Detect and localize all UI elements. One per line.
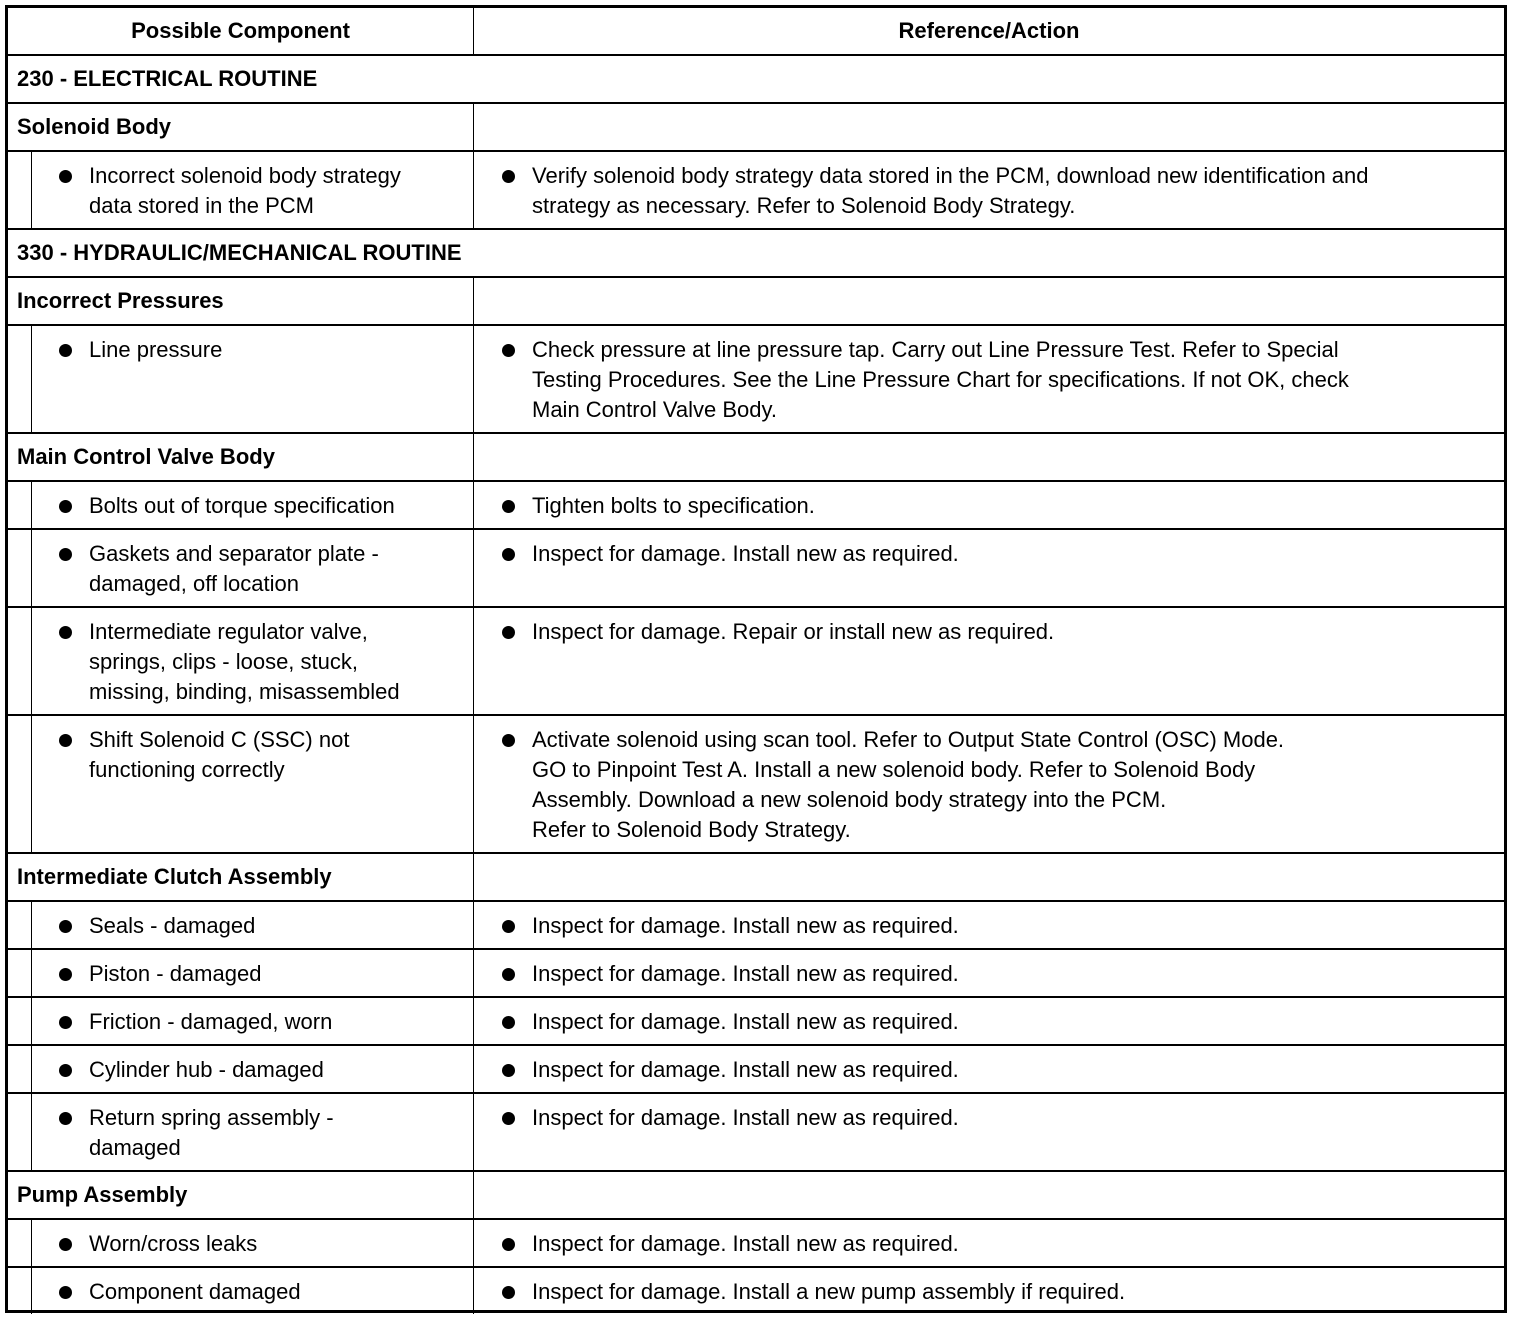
bullet-icon: [502, 1016, 515, 1029]
reference-action-text: Inspect for damage. Install new as required.: [532, 1057, 959, 1082]
possible-component-text: Friction - damaged, worn: [89, 1009, 333, 1034]
column-divider: [473, 326, 474, 432]
indent-divider: [31, 950, 32, 996]
indent-divider: [31, 998, 32, 1044]
possible-component-text: Shift Solenoid C (SSC) not functioning correctly: [89, 727, 350, 782]
bullet-icon: [59, 734, 72, 747]
subsection-row: [8, 1172, 1504, 1220]
subsection-row: [8, 434, 1504, 482]
bullet-icon: [59, 344, 72, 357]
possible-component-text: Return spring assembly - damaged: [89, 1105, 334, 1160]
indent-divider: [31, 482, 32, 528]
table-row: [8, 950, 1504, 998]
bullet-icon: [502, 734, 515, 747]
column-divider: [473, 902, 474, 948]
column-divider: [473, 482, 474, 528]
reference-action-text: Verify solenoid body strategy data stored in the PCM, download new identification and strategy as necessary. Refer to Solenoid Body Strategy.: [532, 163, 1369, 218]
possible-component-text: Line pressure: [89, 337, 223, 362]
column-header-possible-component: Possible Component: [131, 18, 350, 43]
indent-divider: [31, 1046, 32, 1092]
bullet-icon: [502, 1064, 515, 1077]
possible-component-text: Incorrect solenoid body strategy data stored in the PCM: [89, 163, 401, 218]
indent-divider: [31, 1094, 32, 1170]
section-title: 330 - HYDRAULIC/MECHANICAL ROUTINE: [17, 240, 462, 265]
table-row: [8, 530, 1504, 608]
table-row: [8, 1268, 1504, 1314]
bullet-icon: [59, 1238, 72, 1251]
column-divider: [473, 1094, 474, 1170]
subsection-row: [8, 278, 1504, 326]
possible-component-text: Component damaged: [89, 1279, 301, 1304]
column-divider: [473, 854, 474, 900]
possible-component-text: Bolts out of torque specification: [89, 493, 395, 518]
column-divider: [473, 530, 474, 606]
reference-action-text: Inspect for damage. Install new as required.: [532, 1009, 959, 1034]
subsection-title: Main Control Valve Body: [17, 444, 275, 469]
bullet-icon: [59, 1112, 72, 1125]
column-divider: [473, 608, 474, 714]
subsection-title: Intermediate Clutch Assembly: [17, 864, 332, 889]
section-row: [8, 56, 1504, 104]
bullet-icon: [502, 548, 515, 561]
indent-divider: [31, 152, 32, 228]
reference-action-text: Inspect for damage. Install new as required.: [532, 541, 959, 566]
table-row: [8, 902, 1504, 950]
bullet-icon: [502, 626, 515, 639]
table-row: [8, 1046, 1504, 1094]
indent-divider: [31, 902, 32, 948]
table-row: [8, 482, 1504, 530]
indent-divider: [31, 608, 32, 714]
diagnostic-table: [5, 5, 1507, 1313]
possible-component-text: Seals - damaged: [89, 913, 256, 938]
table-row: [8, 998, 1504, 1046]
bullet-icon: [502, 500, 515, 513]
table-row: [8, 608, 1504, 716]
indent-divider: [31, 1220, 32, 1266]
possible-component-text: Intermediate regulator valve, springs, clips - loose, stuck, missing, binding, misassembled: [89, 619, 400, 704]
column-divider: [473, 1220, 474, 1266]
indent-divider: [31, 1268, 32, 1314]
table-row: [8, 152, 1504, 230]
column-divider: [473, 278, 474, 324]
subsection-title: Incorrect Pressures: [17, 288, 224, 313]
indent-divider: [31, 326, 32, 432]
reference-action-text: Inspect for damage. Repair or install new as required.: [532, 619, 1055, 644]
indent-divider: [31, 716, 32, 852]
bullet-icon: [59, 548, 72, 561]
section-title: 230 - ELECTRICAL ROUTINE: [17, 66, 318, 91]
subsection-title: Pump Assembly: [17, 1182, 188, 1207]
reference-action-text: Inspect for damage. Install new as required.: [532, 913, 959, 938]
table-row: [8, 326, 1504, 434]
bullet-icon: [59, 170, 72, 183]
table-row: [8, 1094, 1504, 1172]
table-row: [8, 716, 1504, 854]
reference-action-text: Inspect for damage. Install new as required.: [532, 1231, 959, 1256]
reference-action-text: Inspect for damage. Install new as required.: [532, 1105, 959, 1130]
reference-action-text: Check pressure at line pressure tap. Carry out Line Pressure Test. Refer to Special Testing Procedures. See the Line Pressure Chart for specifications. If not OK, check Main Control Valve Body.: [532, 337, 1349, 422]
bullet-icon: [59, 500, 72, 513]
possible-component-text: Gaskets and separator plate - damaged, off location: [89, 541, 379, 596]
section-row: [8, 230, 1504, 278]
column-divider: [473, 152, 474, 228]
subsection-title: Solenoid Body: [17, 114, 171, 139]
subsection-row: [8, 854, 1504, 902]
possible-component-text: Worn/cross leaks: [89, 1231, 258, 1256]
column-divider: [473, 950, 474, 996]
column-divider: [473, 1046, 474, 1092]
bullet-icon: [502, 968, 515, 981]
bullet-icon: [59, 1064, 72, 1077]
bullet-icon: [59, 920, 72, 933]
column-divider: [473, 104, 474, 150]
possible-component-text: Cylinder hub - damaged: [89, 1057, 324, 1082]
bullet-icon: [59, 1016, 72, 1029]
bullet-icon: [502, 344, 515, 357]
column-divider: [473, 716, 474, 852]
reference-action-text: Inspect for damage. Install a new pump assembly if required.: [532, 1279, 1126, 1304]
bullet-icon: [502, 920, 515, 933]
column-header-reference-action: Reference/Action: [898, 18, 1080, 43]
bullet-icon: [59, 626, 72, 639]
bullet-icon: [59, 1286, 72, 1299]
bullet-icon: [502, 170, 515, 183]
reference-action-text: Activate solenoid using scan tool. Refer to Output State Control (OSC) Mode. GO to Pinpoint Test A. Install a new solenoid body. Refer to Solenoid Body Assembly. Download a new solenoid body strategy into the PCM. Refer to Solenoid Body Strategy.: [532, 727, 1285, 842]
bullet-icon: [502, 1238, 515, 1251]
subsection-row: [8, 104, 1504, 152]
bullet-icon: [502, 1112, 515, 1125]
column-divider: [473, 434, 474, 480]
bullet-icon: [502, 1286, 515, 1299]
column-divider: [473, 998, 474, 1044]
column-divider: [473, 1268, 474, 1314]
reference-action-text: Inspect for damage. Install new as required.: [532, 961, 959, 986]
reference-action-text: Tighten bolts to specification.: [532, 493, 815, 518]
column-divider: [473, 1172, 474, 1218]
table-row: [8, 1220, 1504, 1268]
bullet-icon: [59, 968, 72, 981]
indent-divider: [31, 530, 32, 606]
possible-component-text: Piston - damaged: [89, 961, 262, 986]
table-header-row: [8, 8, 1504, 56]
